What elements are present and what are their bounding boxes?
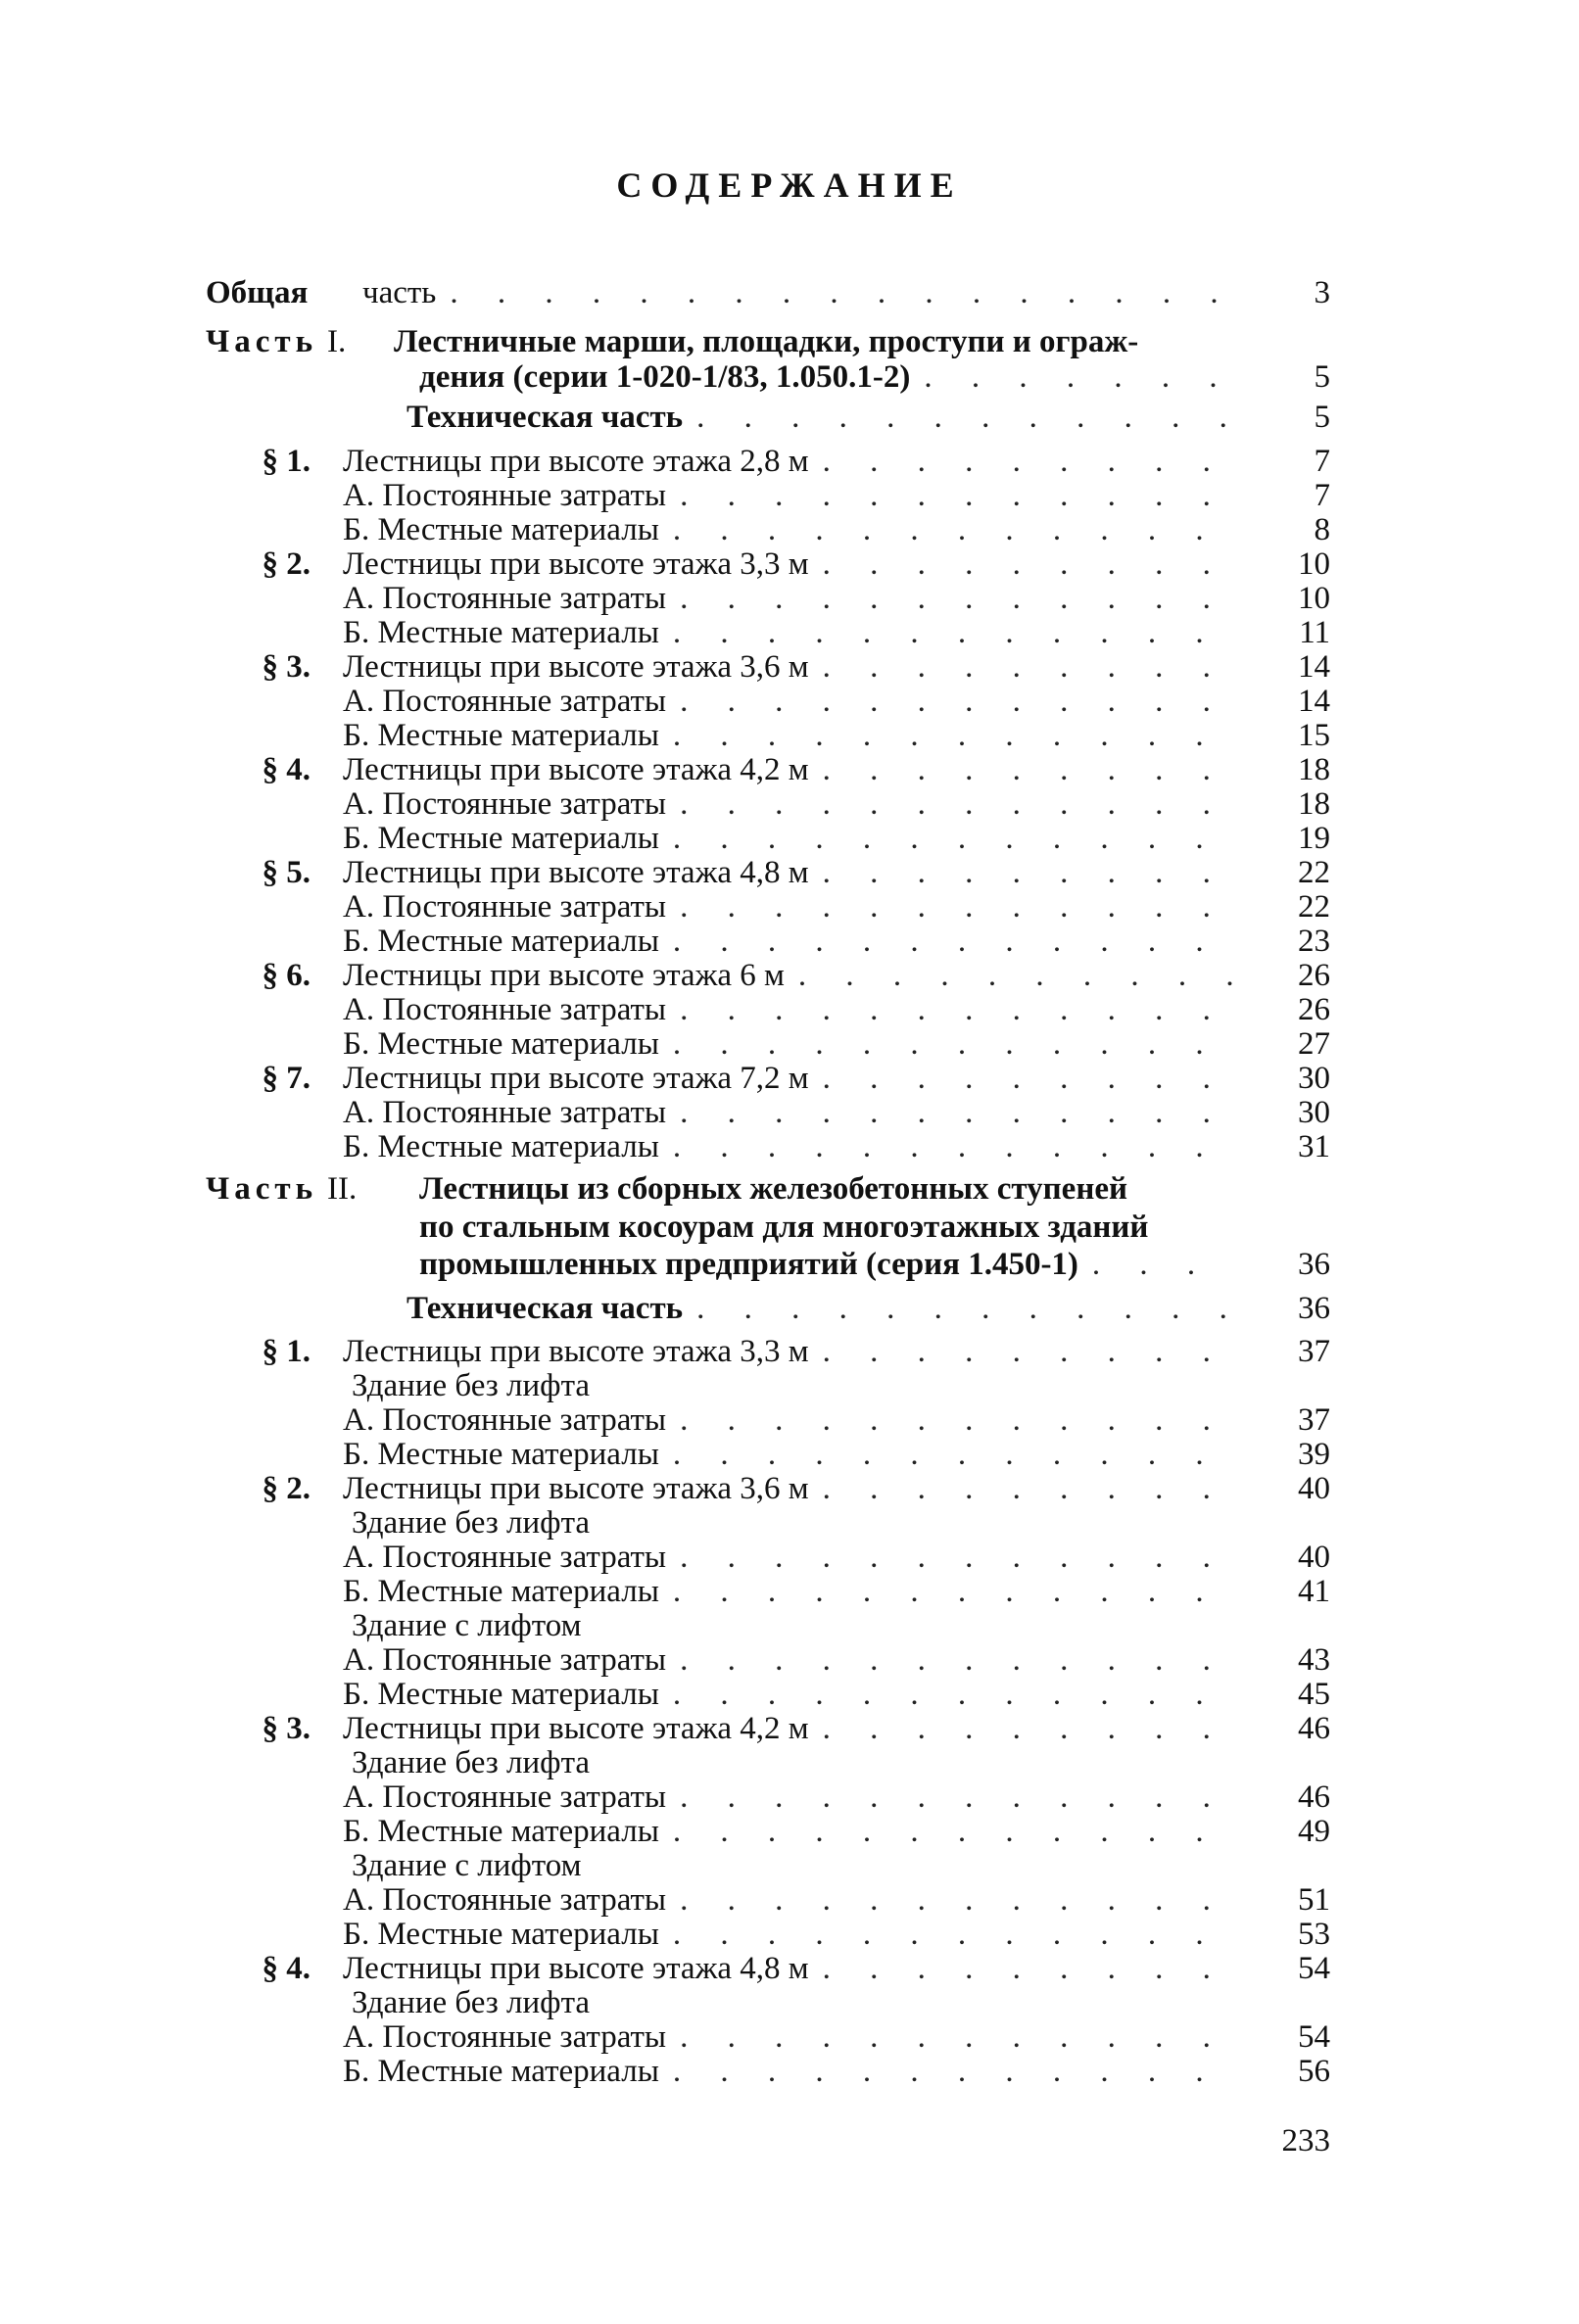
page-number-ref: 22 <box>1298 889 1330 925</box>
part2-tech-part-text: Техническая часть <box>407 1291 684 1326</box>
subsection-entry <box>0 512 1579 547</box>
subsection-entry-text: А. Постоянные затраты <box>343 684 667 719</box>
dot-leader <box>673 1129 1236 1164</box>
dot-leader <box>673 821 1236 856</box>
section-number: § 1. <box>262 444 311 479</box>
dot-leader <box>680 2019 1236 2055</box>
dot-leader <box>673 2054 1236 2089</box>
subsection-entry <box>0 478 1579 513</box>
building-type-heading <box>0 1368 1579 1403</box>
building-type-text: Здание без лифта <box>352 1505 591 1541</box>
building-type-heading <box>0 1745 1579 1780</box>
building-type-text: Здание с лифтом <box>352 1848 582 1883</box>
part2-section <box>0 1951 1579 1986</box>
subsection-entry <box>0 786 1579 822</box>
part2-label <box>206 1171 357 1207</box>
subsection-entry-text: А. Постоянные затраты <box>343 1402 667 1438</box>
section-number: § 3. <box>262 1711 311 1746</box>
section-number: § 3. <box>262 649 311 685</box>
page-number-ref: 45 <box>1298 1677 1330 1712</box>
page-number-ref: 53 <box>1298 1917 1330 1952</box>
subsection-entry-text: А. Постоянные затраты <box>343 786 667 822</box>
dot-leader <box>823 1061 1236 1096</box>
part2-section <box>0 1334 1579 1369</box>
subsection-entry-text: Б. Местные материалы <box>343 615 659 650</box>
part1-label <box>206 324 346 359</box>
subsection-entry <box>0 821 1579 856</box>
dot-leader <box>673 1814 1236 1849</box>
page-number-ref: 23 <box>1298 924 1330 959</box>
dot-leader <box>823 1471 1236 1506</box>
subsection-entry <box>0 1402 1579 1438</box>
page-number-ref: 7 <box>1314 444 1330 479</box>
subsection-entry <box>0 992 1579 1027</box>
part2-title-line3 <box>0 1247 1579 1282</box>
subsection-entry-text: А. Постоянные затраты <box>343 1095 667 1130</box>
dot-leader <box>696 400 1236 435</box>
dot-leader <box>680 992 1236 1027</box>
part2-heading <box>0 1171 1579 1207</box>
subsection-entry <box>0 684 1579 719</box>
dot-leader <box>680 1642 1236 1678</box>
part2-title-line3-text: промышленных предприятий (серия 1.450-1) <box>419 1247 1078 1282</box>
dot-leader <box>924 359 1236 395</box>
subsection-entry-text: Б. Местные материалы <box>343 1677 659 1712</box>
building-type-heading <box>0 1848 1579 1883</box>
subsection-entry <box>0 1814 1579 1849</box>
page-number-ref: 15 <box>1298 718 1330 753</box>
page-number-ref: 40 <box>1298 1540 1330 1575</box>
section-title: Лестницы при высоте этажа 3,6 м <box>343 1471 809 1506</box>
page-number-ref: 30 <box>1298 1061 1330 1096</box>
part1-section <box>0 444 1579 479</box>
subsection-entry <box>0 1095 1579 1130</box>
dot-leader <box>1092 1247 1236 1282</box>
dot-leader <box>823 855 1236 890</box>
part1-section <box>0 546 1579 582</box>
page-number-ref: 54 <box>1298 1951 1330 1986</box>
subsection-entry-text: Б. Местные материалы <box>343 1917 659 1952</box>
section-number: § 4. <box>262 1951 311 1986</box>
building-type-text: Здание без лифта <box>352 1368 591 1403</box>
part2-section <box>0 1471 1579 1506</box>
dot-leader <box>680 1402 1236 1438</box>
part2-title-line1: Лестницы из сборных железобетонных ступеней <box>419 1171 1128 1207</box>
page-number-ref: 51 <box>1298 1882 1330 1918</box>
page-number-ref: 27 <box>1298 1026 1330 1062</box>
page-number-ref: 54 <box>1298 2019 1330 2055</box>
page-number-ref: 40 <box>1298 1471 1330 1506</box>
part1-title-line2 <box>0 359 1579 395</box>
page-number-ref: 22 <box>1298 855 1330 890</box>
part2-roman: II. <box>327 1171 358 1207</box>
part1-section <box>0 855 1579 890</box>
section-title: Лестницы при высоте этажа 6 м <box>343 958 785 993</box>
building-type-text: Здание без лифта <box>352 1745 591 1780</box>
subsection-entry-text: А. Постоянные затраты <box>343 889 667 925</box>
subsection-entry <box>0 1677 1579 1712</box>
page-number: 233 <box>1281 2123 1330 2158</box>
dot-leader <box>823 1334 1236 1369</box>
page-number-ref: 3 <box>1314 275 1330 310</box>
subsection-entry <box>0 2019 1579 2055</box>
subsection-entry <box>0 1882 1579 1918</box>
dot-leader <box>450 275 1236 310</box>
subsection-entry-text: А. Постоянные затраты <box>343 478 667 513</box>
section-title: Лестницы при высоте этажа 3,6 м <box>343 649 809 685</box>
section-number: § 2. <box>262 1471 311 1506</box>
section-title: Лестницы при высоте этажа 4,8 м <box>343 1951 809 1986</box>
dot-leader <box>798 958 1236 993</box>
dot-leader <box>673 1437 1236 1472</box>
dot-leader <box>680 684 1236 719</box>
part1-heading <box>0 324 1579 359</box>
subsection-entry-text: Б. Местные материалы <box>343 1129 659 1164</box>
building-type-heading <box>0 1985 1579 2020</box>
subsection-entry <box>0 1779 1579 1815</box>
dot-leader <box>680 478 1236 513</box>
section-number: § 1. <box>262 1334 311 1369</box>
dot-leader <box>673 615 1236 650</box>
subsection-entry <box>0 1642 1579 1678</box>
subsection-entry <box>0 581 1579 616</box>
page-number-ref: 14 <box>1298 684 1330 719</box>
dot-leader <box>673 924 1236 959</box>
dot-leader <box>673 1026 1236 1062</box>
building-type-text: Здание с лифтом <box>352 1608 582 1643</box>
page-number-ref: 5 <box>1314 359 1330 395</box>
part1-title-line: Лестничные марши, площадки, проступи и ограж- <box>394 324 1139 359</box>
page-number-ref: 43 <box>1298 1642 1330 1678</box>
section-number: § 7. <box>262 1061 311 1096</box>
page-number-ref: 49 <box>1298 1814 1330 1849</box>
part1-roman: I. <box>327 324 347 359</box>
subsection-entry <box>0 1540 1579 1575</box>
subsection-entry-text: А. Постоянные затраты <box>343 2019 667 2055</box>
dot-leader <box>673 718 1236 753</box>
page-number-ref: 14 <box>1298 649 1330 685</box>
page-number-ref: 18 <box>1298 786 1330 822</box>
section-title: Лестницы при высоте этажа 7,2 м <box>343 1061 809 1096</box>
subsection-entry-text: А. Постоянные затраты <box>343 1642 667 1678</box>
part2-title-line2-text: по стальным косоурам для многоэтажных зданий <box>419 1209 1149 1245</box>
subsection-entry <box>0 1129 1579 1164</box>
section-title: Лестницы при высоте этажа 3,3 м <box>343 546 809 582</box>
general-text: часть <box>362 275 437 310</box>
dot-leader <box>680 786 1236 822</box>
page-number-ref: 10 <box>1298 581 1330 616</box>
section-number: § 2. <box>262 546 311 582</box>
subsection-entry-text: А. Постоянные затраты <box>343 1779 667 1815</box>
dot-leader <box>823 649 1236 685</box>
page-number-ref: 19 <box>1298 821 1330 856</box>
building-type-text: Здание без лифта <box>352 1985 591 2020</box>
part1-section <box>0 1061 1579 1096</box>
subsection-entry-text: Б. Местные материалы <box>343 1814 659 1849</box>
page-number-ref: 46 <box>1298 1779 1330 1815</box>
page-title: СОДЕРЖАНИЕ <box>616 166 963 205</box>
page-number-ref: 18 <box>1298 752 1330 787</box>
page-number-ref: 36 <box>1298 1291 1330 1326</box>
dot-leader <box>696 1291 1236 1326</box>
part1-title-line2-text: дения (серии 1-020-1/83, 1.050.1-2) <box>419 359 911 395</box>
page-number-ref: 41 <box>1298 1574 1330 1609</box>
subsection-entry-text: Б. Местные материалы <box>343 512 659 547</box>
subsection-entry-text: Б. Местные материалы <box>343 1437 659 1472</box>
building-type-heading <box>0 1608 1579 1643</box>
section-number: § 5. <box>262 855 311 890</box>
subsection-entry-text: Б. Местные материалы <box>343 2054 659 2089</box>
page-number-ref: 37 <box>1298 1334 1330 1369</box>
subsection-entry-text: А. Постоянные затраты <box>343 1882 667 1918</box>
subsection-entry <box>0 1917 1579 1952</box>
building-type-heading <box>0 1505 1579 1541</box>
page-number-ref: 11 <box>1299 615 1330 650</box>
page-number-ref: 30 <box>1298 1095 1330 1130</box>
part2-section <box>0 1711 1579 1746</box>
dot-leader <box>680 1095 1236 1130</box>
part1-tech-part <box>0 400 1579 435</box>
part1-section <box>0 752 1579 787</box>
dot-leader <box>680 1882 1236 1918</box>
part2-label-text: Часть <box>206 1171 318 1207</box>
dot-leader <box>673 1917 1236 1952</box>
subsection-entry-text: А. Постоянные затраты <box>343 992 667 1027</box>
section-title: Лестницы при высоте этажа 2,8 м <box>343 444 809 479</box>
part1-section <box>0 958 1579 993</box>
part2-title-line2 <box>0 1209 1579 1245</box>
dot-leader <box>823 752 1236 787</box>
subsection-entry-text: Б. Местные материалы <box>343 1574 659 1609</box>
section-title: Лестницы при высоте этажа 4,2 м <box>343 752 809 787</box>
section-title: Лестницы при высоте этажа 4,8 м <box>343 855 809 890</box>
subsection-entry <box>0 718 1579 753</box>
subsection-entry <box>0 1437 1579 1472</box>
part2-tech-part <box>0 1291 1579 1326</box>
subsection-entry-text: А. Постоянные затраты <box>343 1540 667 1575</box>
subsection-entry-text: Б. Местные материалы <box>343 821 659 856</box>
dot-leader <box>680 1779 1236 1815</box>
page-number-ref: 31 <box>1298 1129 1330 1164</box>
page-number-ref: 39 <box>1298 1437 1330 1472</box>
section-title: Лестницы при высоте этажа 3,3 м <box>343 1334 809 1369</box>
part1-section <box>0 649 1579 685</box>
toc-entry-general <box>0 275 1579 310</box>
subsection-entry-text: Б. Местные материалы <box>343 924 659 959</box>
dot-leader <box>673 1574 1236 1609</box>
part1-label-text: Часть <box>206 324 318 359</box>
dot-leader <box>673 512 1236 547</box>
dot-leader <box>823 1951 1236 1986</box>
page-number-ref: 26 <box>1298 992 1330 1027</box>
part1-tech-part-text: Техническая часть <box>407 400 684 435</box>
dot-leader <box>823 1711 1236 1746</box>
page-number-ref: 5 <box>1314 400 1330 435</box>
page-number-ref: 7 <box>1314 478 1330 513</box>
dot-leader <box>673 1677 1236 1712</box>
subsection-entry <box>0 1026 1579 1062</box>
page-number-ref: 56 <box>1298 2054 1330 2089</box>
dot-leader <box>680 581 1236 616</box>
dot-leader <box>680 1540 1236 1575</box>
page-number-ref: 36 <box>1298 1247 1330 1282</box>
subsection-entry-text: Б. Местные материалы <box>343 1026 659 1062</box>
page-number-ref: 46 <box>1298 1711 1330 1746</box>
page-number-ref: 26 <box>1298 958 1330 993</box>
dot-leader <box>823 546 1236 582</box>
dot-leader <box>823 444 1236 479</box>
section-number: § 4. <box>262 752 311 787</box>
subsection-entry <box>0 889 1579 925</box>
dot-leader <box>680 889 1236 925</box>
subsection-entry-text: А. Постоянные затраты <box>343 581 667 616</box>
page-number-ref: 37 <box>1298 1402 1330 1438</box>
general-label: Общая <box>206 275 309 310</box>
subsection-entry <box>0 924 1579 959</box>
page-number-ref: 10 <box>1298 546 1330 582</box>
subsection-entry <box>0 1574 1579 1609</box>
subsection-entry <box>0 615 1579 650</box>
subsection-entry <box>0 2054 1579 2089</box>
section-title: Лестницы при высоте этажа 4,2 м <box>343 1711 809 1746</box>
section-number: § 6. <box>262 958 311 993</box>
subsection-entry-text: Б. Местные материалы <box>343 718 659 753</box>
page-number-ref: 8 <box>1314 512 1330 547</box>
